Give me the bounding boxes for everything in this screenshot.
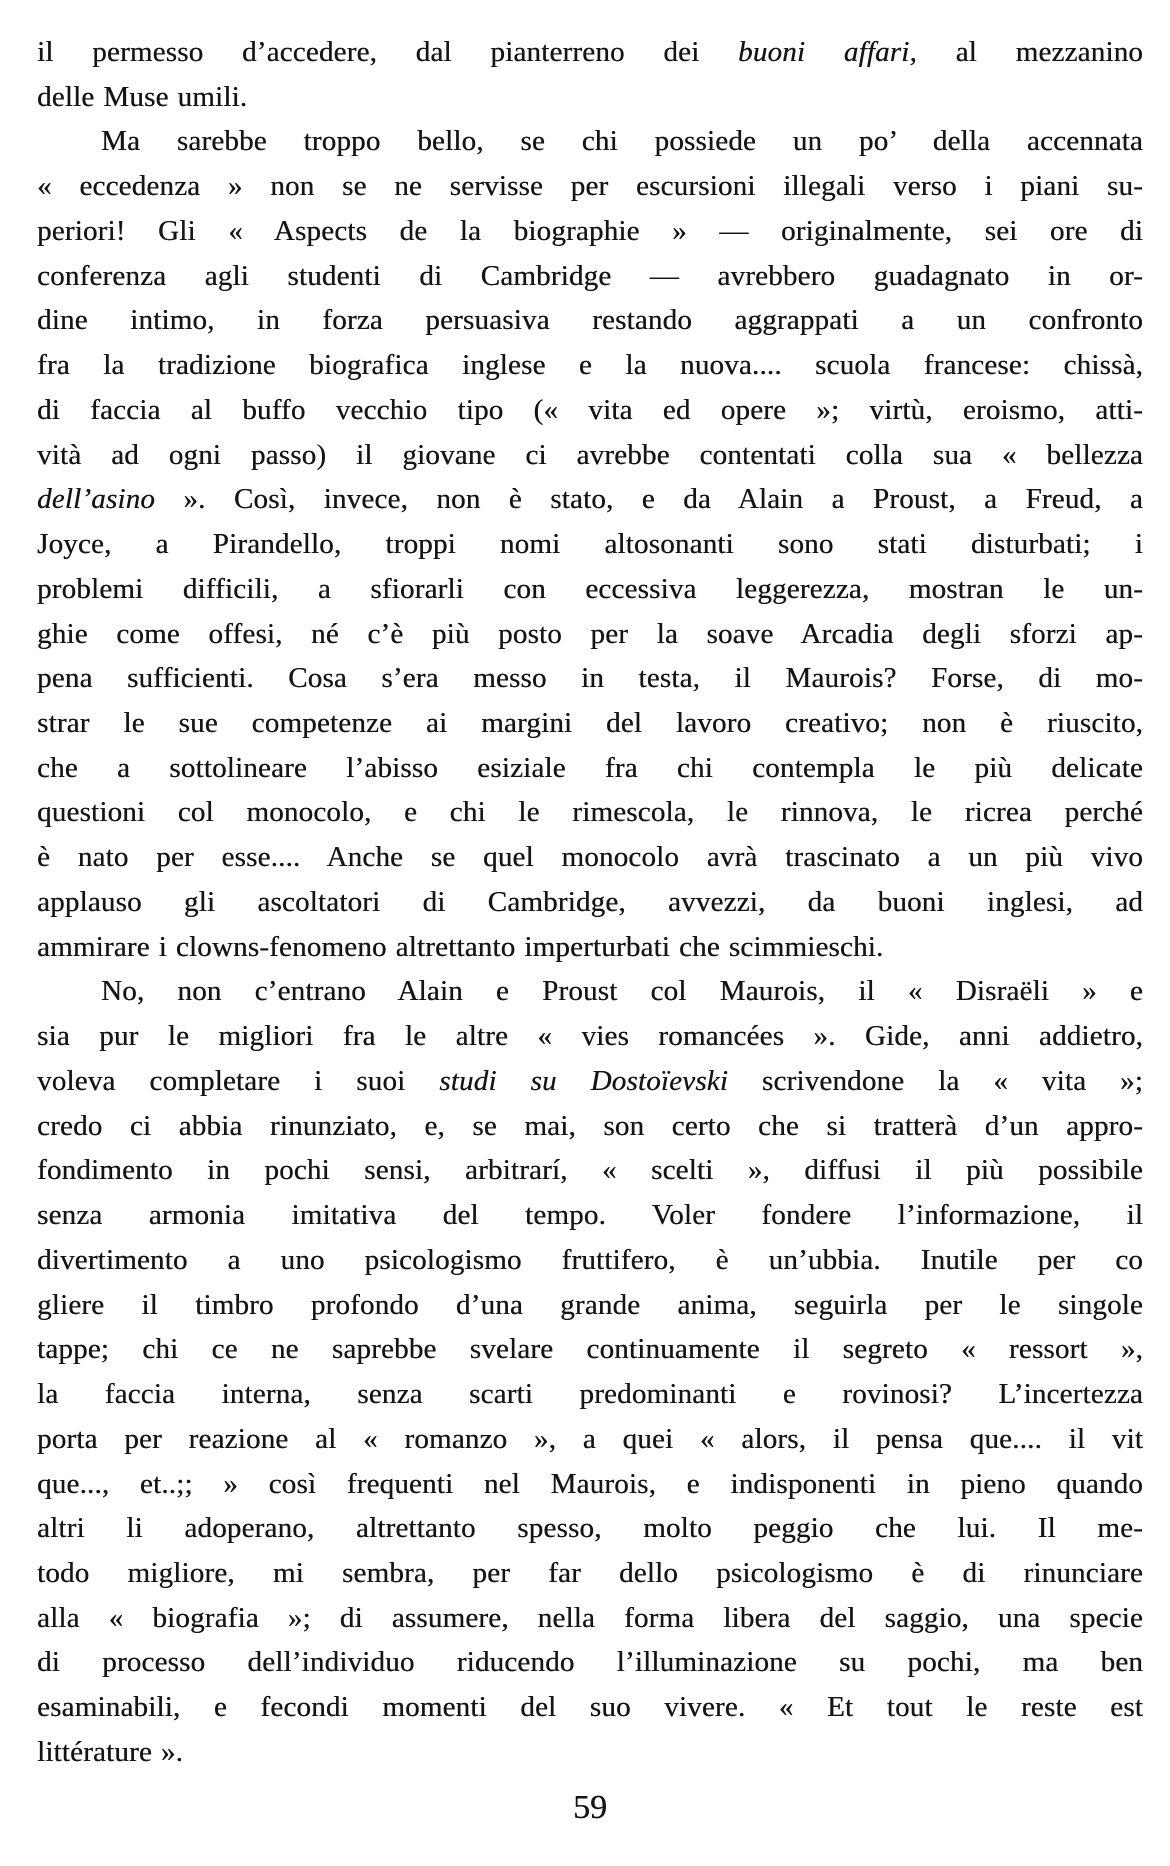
text-segment: di processo dell’individuo riducendo l’illuminazione su pochi, ma ben	[37, 1646, 1143, 1679]
text-line	[37, 1104, 1143, 1149]
text-line	[37, 522, 1143, 567]
text-segment: questioni col monocolo, e chi le rimescola, le rinnova, le ricrea perché	[37, 796, 1143, 829]
text-line	[37, 1506, 1143, 1551]
text-line	[37, 1327, 1143, 1372]
text-line	[37, 388, 1143, 433]
text-line	[37, 164, 1143, 209]
text-segment: esaminabili, e fecondi momenti del suo vivere. « Et tout le reste est	[37, 1691, 1143, 1724]
text-line	[37, 1462, 1143, 1507]
text-segment: credo ci abbia rinunziato, e, se mai, son certo che si tratterà d’un appro-	[37, 1109, 1143, 1142]
text-segment: applauso gli ascoltatori di Cambridge, avvezzi, da buoni inglesi, ad	[37, 885, 1143, 918]
text-segment: todo migliore, mi sembra, per far dello psicologismo è di rinunciare	[37, 1556, 1143, 1589]
text-line	[37, 1685, 1143, 1730]
text-line	[37, 567, 1143, 612]
text-segment: conferenza agli studenti di Cambridge — avrebbero guadagnato in or-	[37, 259, 1143, 292]
text-line	[37, 298, 1143, 343]
text-segment: è nato per esse.... Anche se quel monocolo avrà trascinato a un più vivo	[37, 841, 1143, 874]
text-segment: alla « biografia »; di assumere, nella forma libera del saggio, una specie	[37, 1601, 1143, 1634]
text-line	[37, 209, 1143, 254]
text-segment: di faccia al buffo vecchio tipo (« vita ed opere »; virtù, eroismo, atti-	[37, 393, 1143, 426]
text-segment: ghie come offesi, né c’è più posto per la soave Arcadia degli sforzi ap-	[37, 617, 1143, 650]
text-segment: que..., et..;; » così frequenti nel Maurois, e indisponenti in pieno quando	[37, 1467, 1143, 1500]
text-segment: al mezzanino	[916, 36, 1144, 68]
text-line	[37, 1059, 1143, 1104]
text-line	[37, 343, 1143, 388]
text-line	[37, 1283, 1143, 1328]
text-line	[37, 1238, 1143, 1283]
text-segment: dine intimo, in forza persuasiva restando aggrappati a un confronto	[37, 304, 1143, 337]
text-segment: ammirare i clowns-fenomeno altrettanto imperturbati che scimmieschi.	[37, 930, 884, 963]
text-line	[37, 1551, 1143, 1596]
text-segment: altri li adoperano, altrettanto spesso, molto peggio che lui. Il me-	[37, 1512, 1143, 1545]
text-line	[37, 1193, 1143, 1238]
text-line	[37, 969, 1143, 1014]
text-segment: pena sufficienti. Cosa s’era messo in testa, il Maurois? Forse, di mo-	[37, 662, 1143, 695]
page-text	[37, 30, 1143, 1775]
text-line	[37, 1417, 1143, 1462]
text-segment: senza armonia imitativa del tempo. Voler fondere l’informazione, il	[37, 1199, 1143, 1232]
text-line	[37, 477, 1143, 522]
text-segment: Joyce, a Pirandello, troppi nomi altosonanti sono stati disturbati; i	[37, 528, 1143, 561]
text-line	[37, 433, 1143, 478]
text-segment: voleva completare i suoi	[37, 1064, 440, 1097]
text-line	[37, 254, 1143, 299]
text-line	[37, 701, 1143, 746]
text-segment: scrivendone la « vita »;	[728, 1064, 1143, 1097]
text-line	[37, 835, 1143, 880]
text-line	[37, 925, 1143, 970]
text-segment: divertimento a uno psicologismo fruttifero, è un’ubbia. Inutile per co	[37, 1243, 1143, 1276]
text-line	[37, 1014, 1143, 1059]
text-segment: fondimento in pochi sensi, arbitrarí, « scelti », diffusi il più possibile	[37, 1154, 1143, 1187]
italic-text-segment: dell’asino	[37, 483, 155, 516]
text-segment: ». Così, invece, non è stato, e da Alain a Proust, a Freud, a	[155, 483, 1143, 516]
text-line	[37, 1730, 1143, 1775]
text-line	[37, 1148, 1143, 1193]
text-segment: strar le sue competenze ai margini del lavoro creativo; non è riuscito,	[37, 707, 1143, 740]
text-line	[37, 30, 1143, 75]
text-line	[37, 1640, 1143, 1685]
text-segment: fra la tradizione biografica inglese e la nuova.... scuola francese: chissà,	[37, 349, 1143, 382]
page-number: 59	[573, 1789, 607, 1826]
italic-text-segment: studi su Dostoïevski	[439, 1064, 729, 1097]
text-segment: porta per reazione al « romanzo », a quei « alors, il pensa que.... il vit	[37, 1422, 1143, 1455]
text-segment: la faccia interna, senza scarti predominanti e rovinosi? L’incertezza	[37, 1378, 1143, 1411]
text-line	[37, 1596, 1143, 1641]
text-segment: Ma sarebbe troppo bello, se chi possiede un po’ della accennata	[101, 125, 1143, 158]
text-segment: il permesso d’accedere, dal pianterreno dei	[37, 36, 739, 68]
text-line	[37, 119, 1143, 164]
text-line	[37, 1372, 1143, 1417]
text-segment: problemi difficili, a sfiorarli con eccessiva leggerezza, mostran le un-	[37, 572, 1143, 605]
italic-text-segment: buoni affari,	[738, 36, 917, 68]
text-line	[37, 790, 1143, 835]
text-segment: delle Muse umili.	[37, 80, 248, 113]
text-segment: gliere il timbro profondo d’una grande anima, seguirla per le singole	[37, 1288, 1143, 1321]
text-line	[37, 880, 1143, 925]
text-line	[37, 75, 1143, 120]
text-line	[37, 612, 1143, 657]
text-line	[37, 746, 1143, 791]
text-segment: vità ad ogni passo) il giovane ci avrebbe contentati colla sua « bellezza	[37, 438, 1143, 471]
text-segment: periori! Gli « Aspects de la biographie » — originalmente, sei ore di	[37, 214, 1143, 247]
text-segment: sia pur le migliori fra le altre « vies romancées ». Gide, anni addietro,	[37, 1020, 1143, 1053]
text-segment: tappe; chi ce ne saprebbe svelare continuamente il segreto « ressort »,	[37, 1333, 1143, 1366]
text-segment: littérature ».	[37, 1735, 184, 1768]
text-line	[37, 656, 1143, 701]
text-segment: « eccedenza » non se ne servisse per escursioni illegali verso i piani su-	[37, 170, 1143, 203]
text-segment: No, non c’entrano Alain e Proust col Maurois, il « Disraëli » e	[101, 975, 1143, 1008]
text-segment: che a sottolineare l’abisso esiziale fra chi contempla le più delicate	[37, 751, 1143, 784]
